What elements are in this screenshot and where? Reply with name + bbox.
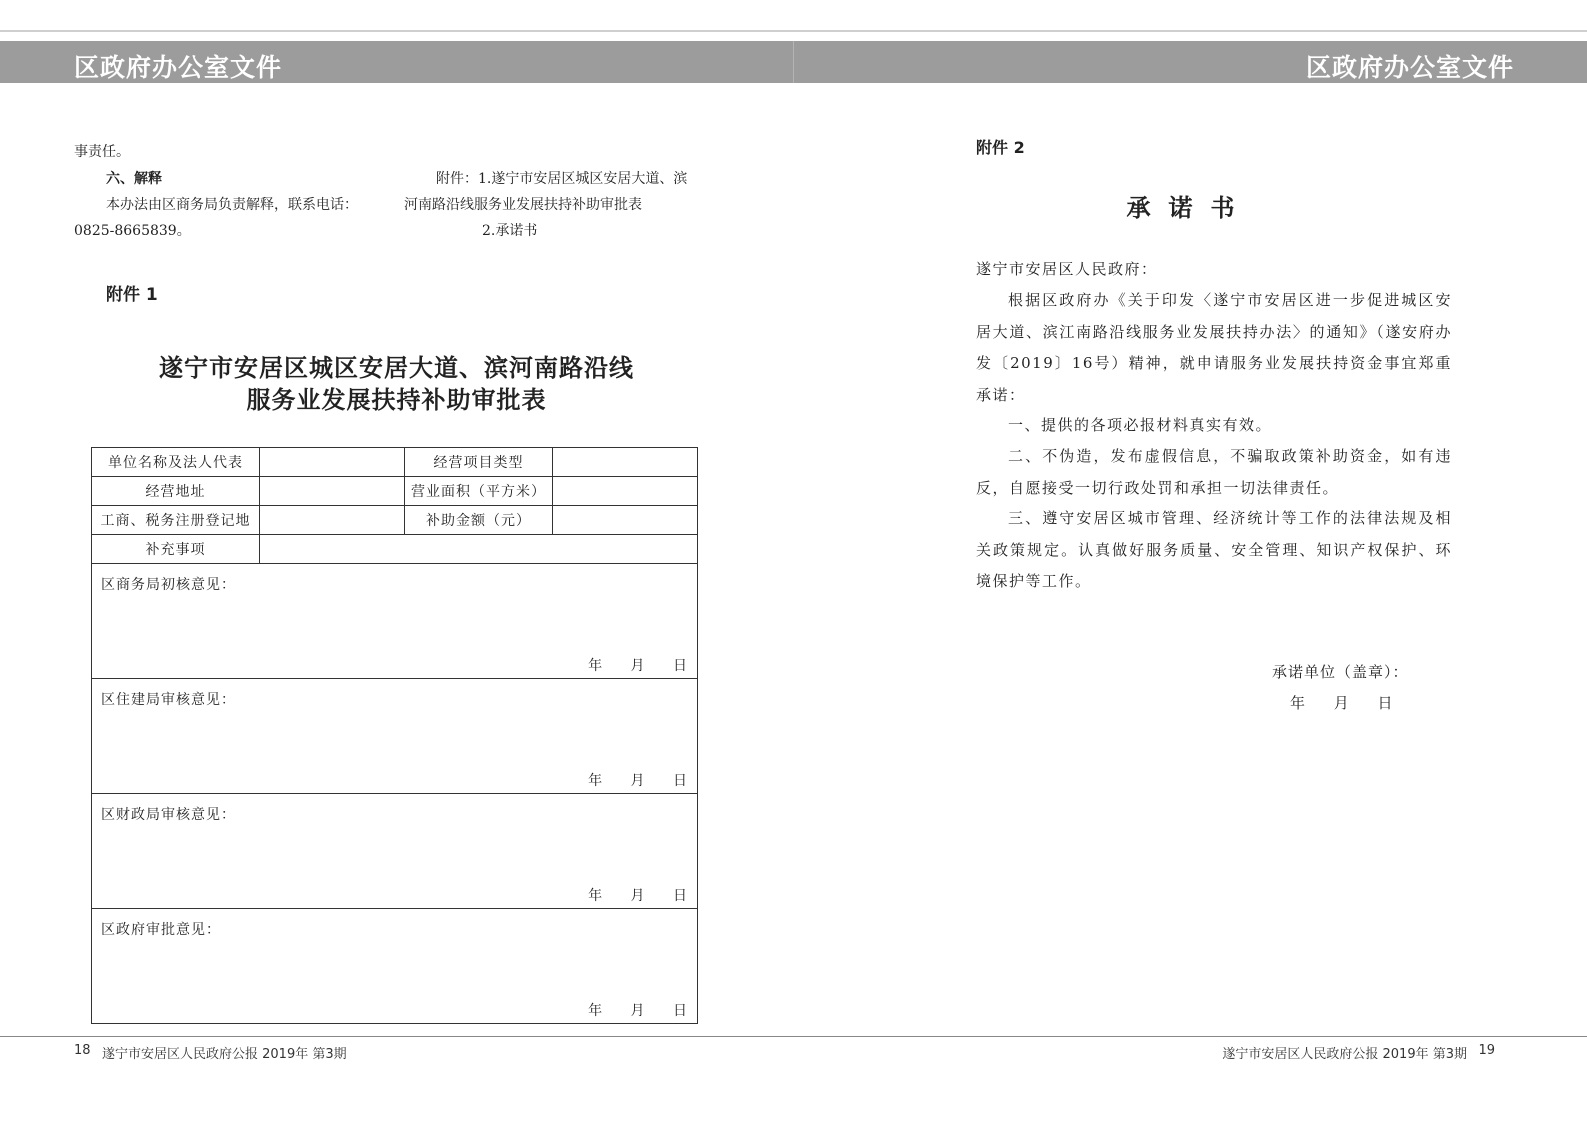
approval-form-table xyxy=(91,447,698,1024)
attachments-line-3: 2.承诺书 xyxy=(482,223,538,239)
table-row xyxy=(92,506,698,535)
address-value xyxy=(260,477,405,506)
opinion-label: 区商务局初核意见： xyxy=(101,577,236,593)
opinion-label: 区政府审批意见： xyxy=(101,922,221,938)
form-title-line-2: 服务业发展扶持补助审批表 xyxy=(246,385,547,414)
pledge-title: 承诺书 xyxy=(1126,193,1253,222)
attachments-line-2: 河南路沿线服务业发展扶持补助审批表 xyxy=(404,197,642,213)
subsidy-value xyxy=(553,506,698,535)
pledge-item-1: 一、提供的各项必报材料真实有效。 xyxy=(1008,416,1273,434)
pledge-intro: 根据区政府办《关于印发〈遂宁市安居区进一步促进城区安居大道、滨江南路沿线服务业发展扶持办法〉的通知》（遂安府办发〔2019〕16号）精神，就申请服务业发展扶持资金事宜郑重承诺： xyxy=(976,291,1452,404)
right-header-title: 区政府办公室文件 xyxy=(1305,53,1514,82)
unit-name-label: 单位名称及法人代表 xyxy=(92,448,260,477)
area-label: 营业面积（平方米） xyxy=(405,477,553,506)
right-page-number: 19 xyxy=(1478,1043,1495,1058)
right-footer-text: 遂宁市安居区人民政府公报 2019年 第3期 xyxy=(1222,1047,1467,1062)
left-footer-text: 遂宁市安居区人民政府公报 2019年 第3期 xyxy=(102,1047,347,1062)
pledge-date: 年 月 日 xyxy=(1290,694,1393,712)
footer-rule xyxy=(0,1036,1587,1037)
table-row xyxy=(92,448,698,477)
table-row xyxy=(92,477,698,506)
government-approval-opinion xyxy=(92,909,698,1024)
table-row xyxy=(92,564,698,679)
opinion-label: 区住建局审核意见： xyxy=(101,692,236,708)
attachments-line-1: 附件：1.遂宁市安居区城区安居大道、滨 xyxy=(436,171,688,187)
pledge-item-3: 三、遵守安居区城市管理、经济统计等工作的法律法规及相关政策规定。认真做好服务质量、安全管理、知识产权保护、环境保护等工作。 xyxy=(976,509,1452,590)
section-heading: 六、解释 xyxy=(106,171,162,187)
unit-name-value xyxy=(260,448,405,477)
left-header-title: 区政府办公室文件 xyxy=(74,53,283,82)
area-value xyxy=(553,477,698,506)
commerce-bureau-opinion xyxy=(92,564,698,679)
phone-number: 0825-8665839。 xyxy=(74,223,191,239)
supplement-value xyxy=(260,535,698,564)
table-row xyxy=(92,679,698,794)
supplement-label: 补充事项 xyxy=(92,535,260,564)
continuation-text: 事责任。 xyxy=(74,144,130,160)
opinion-date: 年 月 日 xyxy=(588,1003,688,1019)
business-type-label: 经营项目类型 xyxy=(405,448,553,477)
business-type-value xyxy=(553,448,698,477)
addressee: 遂宁市安居区人民政府： xyxy=(976,260,1158,278)
left-page xyxy=(0,0,793,1122)
registration-label: 工商、税务注册登记地 xyxy=(92,506,260,535)
interpretation-text: 本办法由区商务局负责解释，联系电话： xyxy=(106,197,358,213)
pledge-item-2: 二、不伪造，发布虚假信息，不骗取政策补助资金，如有违反，自愿接受一切行政处罚和承担一切法律责任。 xyxy=(976,447,1452,497)
left-page-number: 18 xyxy=(74,1043,91,1058)
attachment-1-label: 附件 1 xyxy=(106,285,158,305)
table-row xyxy=(92,794,698,909)
opinion-date: 年 月 日 xyxy=(588,888,688,904)
form-title-line-1: 遂宁市安居区城区安居大道、滨河南路沿线 xyxy=(159,353,634,382)
registration-value xyxy=(260,506,405,535)
table-row xyxy=(92,909,698,1024)
opinion-date: 年 月 日 xyxy=(588,658,688,674)
finance-bureau-opinion xyxy=(92,794,698,909)
housing-bureau-opinion xyxy=(92,679,698,794)
signature-line: 承诺单位（盖章）： xyxy=(1272,663,1409,681)
attachment-2-label: 附件 2 xyxy=(976,138,1025,157)
address-label: 经营地址 xyxy=(92,477,260,506)
opinion-date: 年 月 日 xyxy=(588,773,688,789)
subsidy-label: 补助金额（元） xyxy=(405,506,553,535)
opinion-label: 区财政局审核意见： xyxy=(101,807,236,823)
table-row xyxy=(92,535,698,564)
